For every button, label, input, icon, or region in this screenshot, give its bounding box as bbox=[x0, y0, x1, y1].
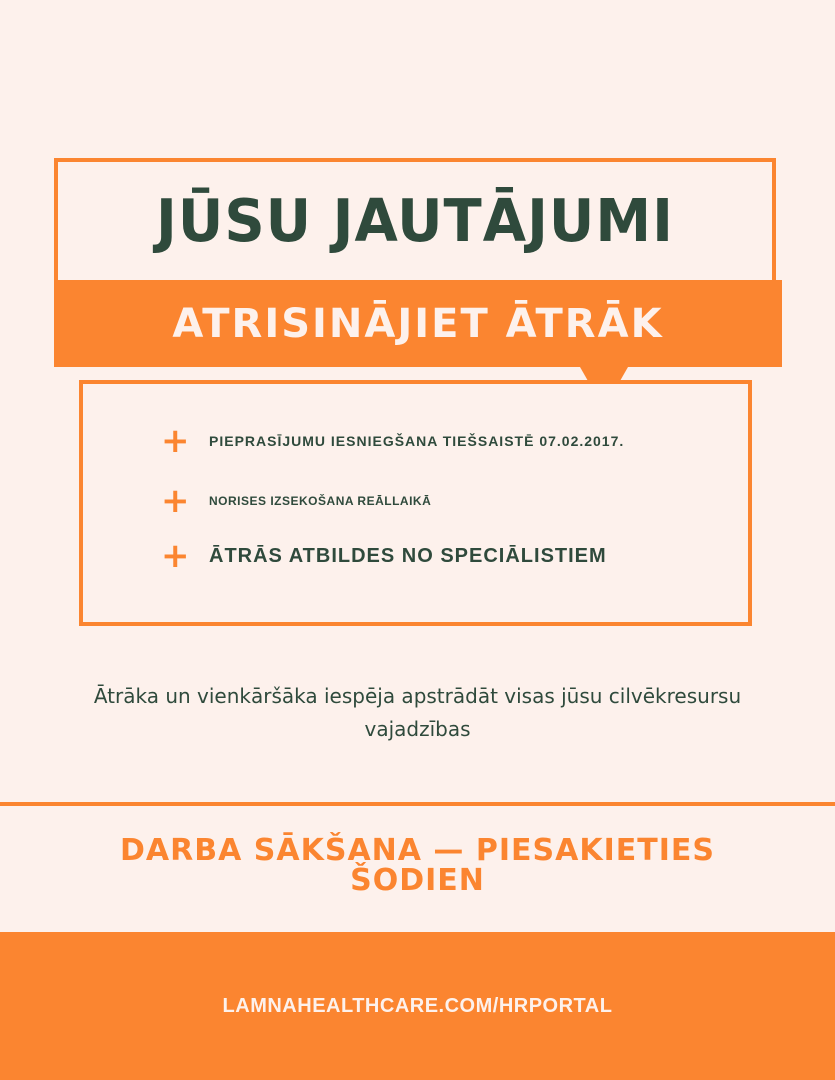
feature-text: PIEPRASĪJUMU IESNIEGŠANA TIEŠSAISTĒ 07.02.2017. bbox=[209, 433, 625, 449]
feature-item bbox=[161, 421, 625, 461]
website-url[interactable]: LAMNAHEALTHCARE.COM/HRPORTAL bbox=[222, 994, 613, 1017]
divider bbox=[0, 802, 835, 806]
subtitle: ATRISINĀJIET ĀTRĀK bbox=[172, 300, 664, 347]
feature-item bbox=[161, 481, 432, 521]
plus-icon: + bbox=[161, 536, 190, 576]
subtitle-banner bbox=[54, 280, 782, 367]
features-box bbox=[79, 380, 752, 626]
plus-icon: + bbox=[161, 481, 190, 521]
header-box bbox=[54, 158, 776, 280]
feature-item bbox=[161, 536, 607, 576]
footer-bar bbox=[0, 932, 835, 1080]
feature-text: NORISES IZSEKOŠANA REĀLLAIKĀ bbox=[209, 494, 432, 508]
page-title: JŪSU JAUTĀJUMI bbox=[156, 186, 674, 256]
feature-text: ĀTRĀS ATBILDES NO SPECIĀLISTIEM bbox=[209, 544, 607, 567]
description: Ātrāka un vienkāršāka iespēja apstrādāt visas jūsu cilvēkresursu vajadzības bbox=[93, 684, 742, 741]
plus-icon: + bbox=[161, 421, 190, 461]
call-to-action: DARBA SĀKŠANA — PIESAKIETIES ŠODIEN bbox=[120, 833, 715, 898]
